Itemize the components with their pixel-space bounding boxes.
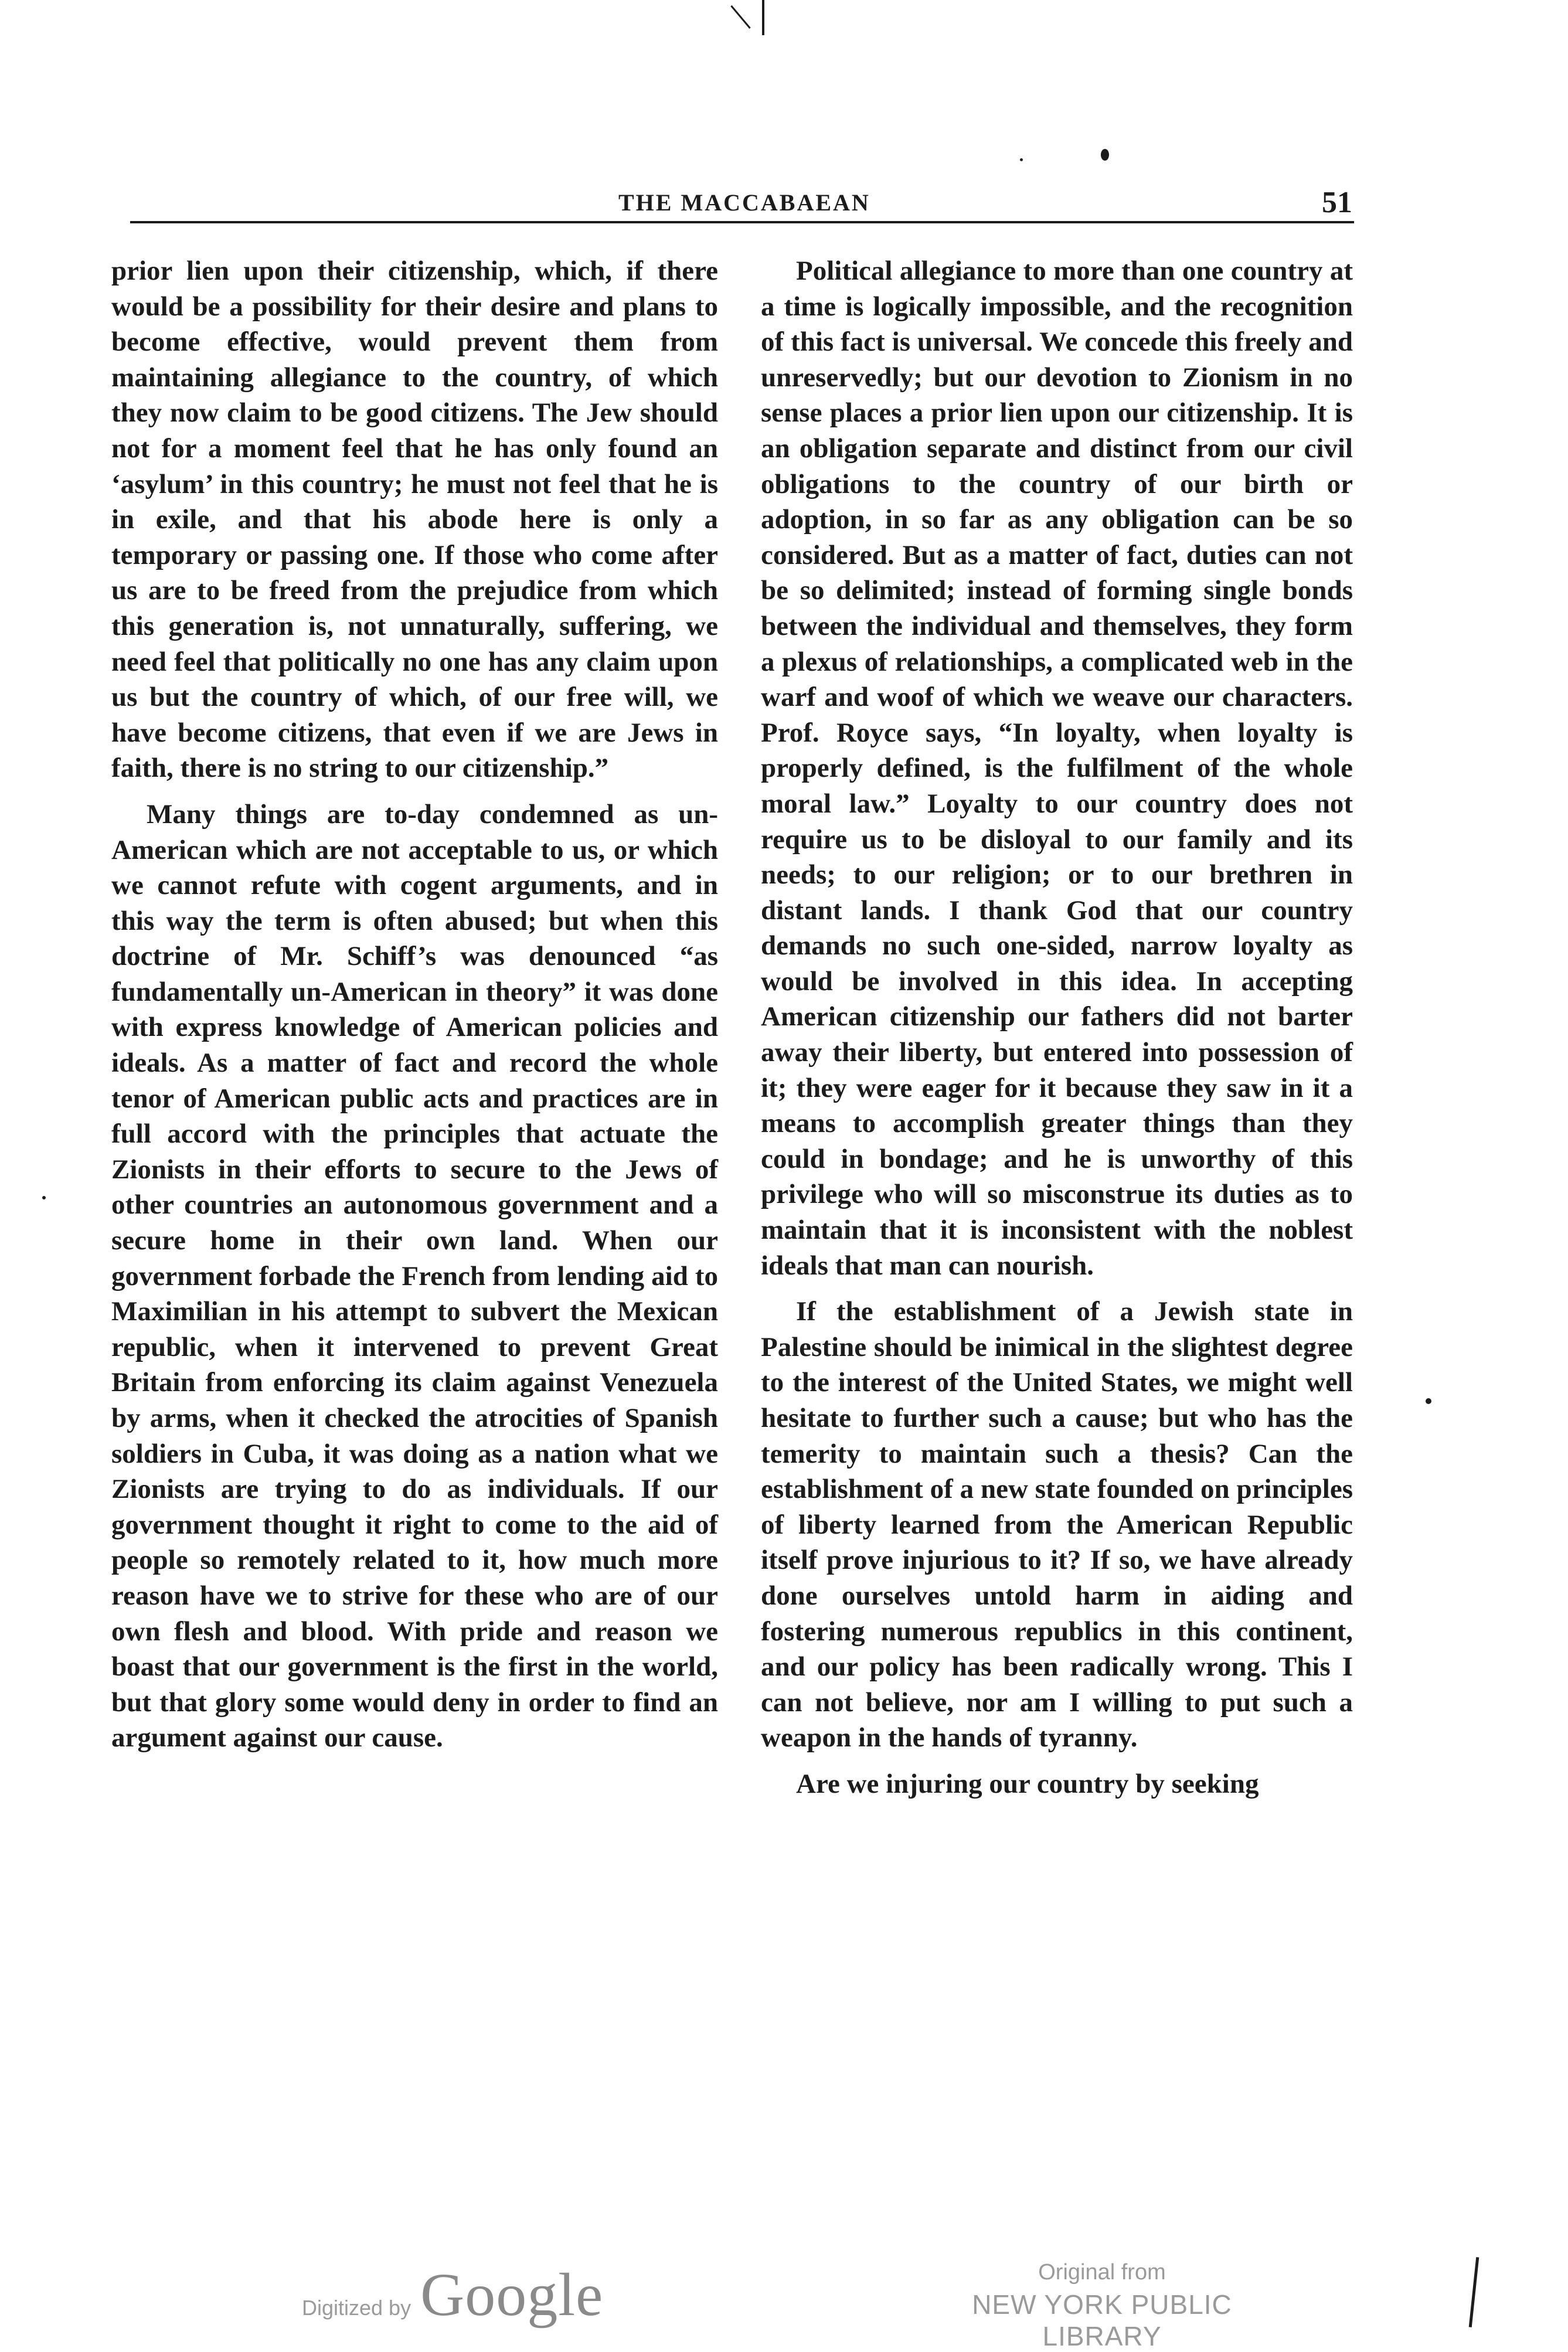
paragraph: Are we injuring our country by seeking bbox=[796, 1768, 1259, 1799]
left-column bbox=[111, 253, 718, 1756]
scan-edge-mark bbox=[1469, 2257, 1479, 2327]
scan-dot bbox=[1426, 1398, 1431, 1404]
digitized-by-watermark bbox=[302, 2260, 603, 2330]
running-head-title: THE MACCABAEAN bbox=[618, 189, 870, 216]
right-column bbox=[761, 253, 1353, 1802]
original-from-label: Original from bbox=[1038, 2260, 1166, 2285]
paragraph: Many things are to-day condemned as un-American which are not acceptable to us, or which we cannot refute with cogent arguments, and in this way the term is often abused; but when this doctrine of Mr. Schiff’s was denounced “as fundamentally un-American in theory” it was done with express knowledge of American policies and ideals. As a matter of fact and record the whole tenor of American public acts and practices are in full accord with the principles that actuate the Zionists in their efforts to secure to the Jews of other countries an autonomous government and a secure home in their own land. When our government forbade the French from lending aid to Maximilian in his attempt to subvert the Mexican republic, when it intervened to prevent Great Britain from enforcing its claim against Venezuela by arms, when it checked the atrocities of Spanish soldiers in Cuba, it was doing as a nation what we Zionists are trying to do as individuals. If our government thought it right to come to the aid of people so remotely related to it, how much more reason have we to strive for these who are of our own flesh and blood. With pride and reason we boast that our government is the first in the world, but that glory some would deny in order to find an argument against our cause. bbox=[111, 798, 718, 1753]
scan-dot bbox=[1101, 149, 1109, 161]
scan-mark-top-diagonal bbox=[730, 5, 750, 29]
original-from-watermark bbox=[920, 2260, 1284, 2352]
paragraph: Political allegiance to more than one country at a time is logically impossible, and the recognition of this fact is universal. We concede this freely and unreservedly; but our devotion to Zionism in no sense places a prior lien upon our citizenship. It is an obligation separate and distinct from our civil obligations to the country of our birth or adoption, in so far as any obligation can be so considered. But as a matter of fact, duties can not be so delimited; instead of forming single bonds between the individual and themselves, they form a plexus of relationships, a complicated web in the warf and woof of which we weave our characters. Prof. Royce says, “In loyalty, when loyalty is properly defined, is the fulfilment of the whole moral law.” Loyalty to our country does not require us to be disloyal to our family and its needs; to our religion; or to our brethren in distant lands. I thank God that our country demands no such one-sided, narrow loyalty as would be involved in this idea. In accepting American citizenship our fathers did not barter away their liberty, but entered into possession of it; they were eager for it because they saw in it a means to accomplish greater things than they could in bondage; and he is unworthy of this privilege who will so misconstrue its duties as to maintain that it is inconsistent with the noblest ideals that man can nourish. bbox=[761, 256, 1353, 1281]
header-rule bbox=[130, 221, 1354, 223]
library-name: NEW YORK PUBLIC LIBRARY bbox=[972, 2289, 1232, 2351]
scan-dot bbox=[1020, 158, 1023, 161]
google-logo: Google bbox=[420, 2261, 604, 2329]
page-number: 51 bbox=[1322, 186, 1352, 219]
digitized-prefix: Digitized by bbox=[302, 2296, 411, 2320]
scan-mark-top bbox=[762, 0, 764, 35]
paragraph: If the establishment of a Jewish state in Palestine should be inimical in the slightest degree to the interest of the United States, we might well hesitate to further such a cause; but who has the temerity to maintain such a thesis? Can the establishment of a new state founded on principles of liberty learned from the American Republic itself prove injurious to it? If so, we have already done ourselves untold harm in aiding and fostering numerous republics in this continent, and our policy has been radically wrong. This I can not believe, nor am I willing to put such a weapon in the hands of tyranny. bbox=[761, 1296, 1353, 1753]
scan-dot bbox=[42, 1196, 46, 1199]
paragraph: prior lien upon their citizenship, which, if there would be a possibility for their desire and plans to become effective, would prevent them from maintaining allegiance to the country, of which they now claim to be good citizens. The Jew should not for a moment feel that he has only found an ‘asylum’ in this country; he must not feel that he is in exile, and that his abode here is only a temporary or passing one. If those who come after us are to be freed from the prejudice from which this generation is, not unnaturally, suffering, we need feel that politically no one has any claim upon us but the country of which, of our free will, we have become citizens, that even if we are Jews in faith, there is no string to our citizenship.” bbox=[111, 256, 718, 784]
